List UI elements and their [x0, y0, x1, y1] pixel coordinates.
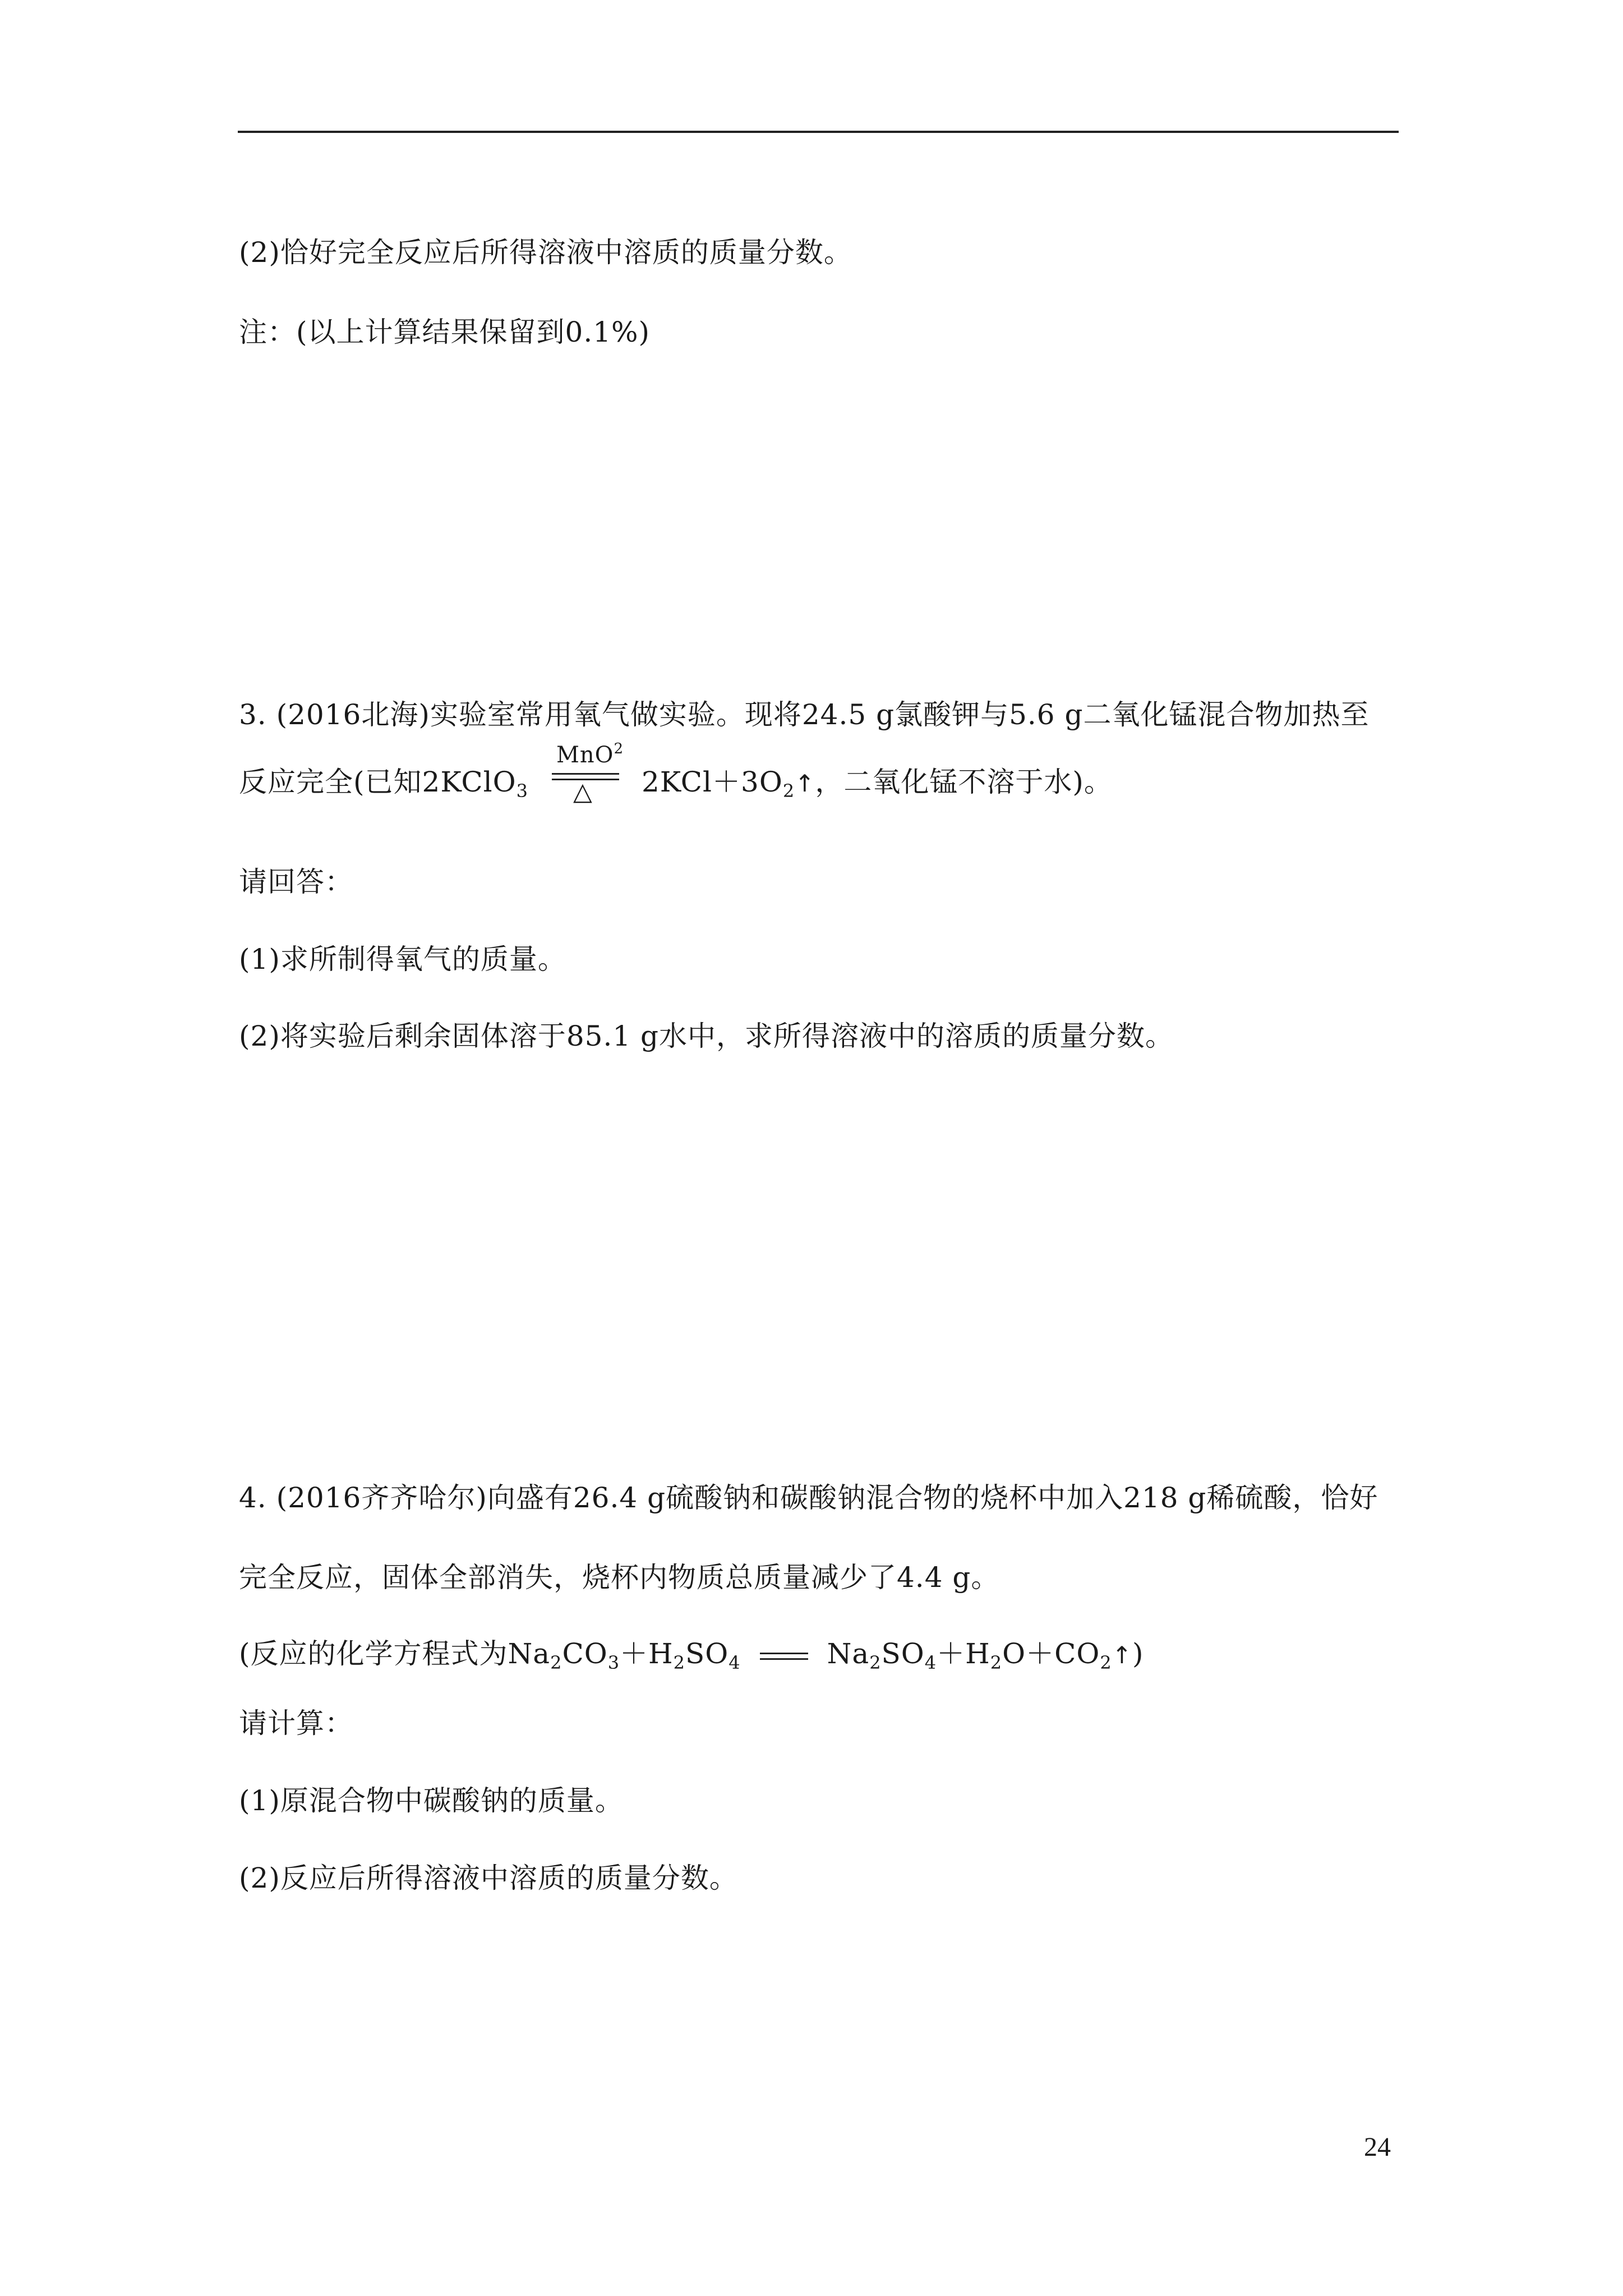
reaction-condition: MnO$^2$ △ [552, 767, 619, 801]
q3-line1: 3. (2016北海)实验室常用氧气做实验。现将24.5 g氯酸钾与5.6 g二氧化锰混合物加热至 [239, 698, 1370, 731]
q4-equation: (反应的化学方程式为$Na_2CO_3+H_2SO_4$ $Na_2SO_4+H_2O+CO_2↑$) [239, 1637, 1144, 1673]
q4-line2: 完全反应，固体全部消失，烧杯内物质总质量减少了4.4 g。 [239, 1561, 1000, 1594]
gas-arrow-icon: ↑ [1112, 1641, 1132, 1669]
q3-prompt: 请回答： [239, 866, 353, 898]
q4-part1: (1)原混合物中碳酸钠的质量。 [239, 1784, 624, 1817]
q2-part2: (2)恰好完全反应后所得溶液中溶质的质量分数。 [239, 236, 852, 269]
q4-part2: (2)反应后所得溶液中溶质的质量分数。 [239, 1862, 738, 1894]
q3-part1: (1)求所制得氧气的质量。 [239, 943, 566, 976]
q4-line1: 4. (2016齐齐哈尔)向盛有26.4 g硫酸钠和碳酸钠混合物的烧杯中加入218 g稀硫酸，恰好 [239, 1481, 1378, 1514]
page-number: 24 [1364, 2132, 1391, 2162]
equals-sign [760, 1651, 808, 1660]
header-rule [238, 131, 1399, 133]
q3-part2: (2)将实验后剩余固体溶于85.1 g水中，求所得溶液中的溶质的质量分数。 [239, 1020, 1174, 1052]
heat-icon: △ [573, 777, 593, 806]
q3-line2: 反应完全(已知2KClO$_3$ MnO$^2$ △ $2KCl+3O_2↑$，二氧化锰不溶于水)。 [239, 740, 1113, 806]
q2-note: 注：(以上计算结果保留到0.1%) [239, 316, 651, 348]
gas-arrow-icon: ↑ [795, 770, 815, 797]
q4-prompt: 请计算： [239, 1707, 353, 1740]
